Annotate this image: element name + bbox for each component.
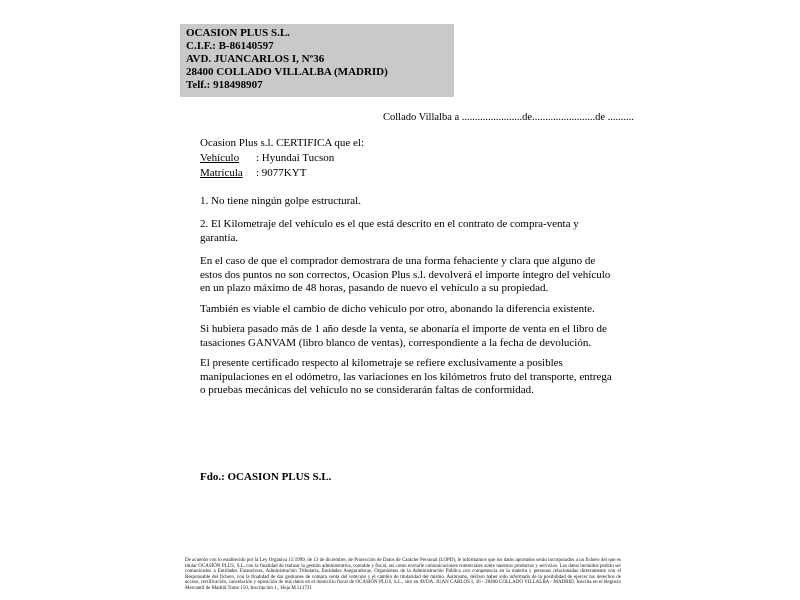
paragraph-refund: En el caso de que el comprador demostrara de una forma fehaciente y clara que alguno de estos dos puntos no son correctos, Ocasion Plus s.l. devolverá el importe íntegro del vehículo en un plazo máximo de 48 horas, pasando de nuevo el vehículo a su propiedad.	[200, 255, 611, 294]
legal-footer: De acuerdo con lo establecido por la Ley Orgánica 15/1999, de 13 de diciembre, de Protección de Datos de Carácter Personal (LOPD), le informamos que los datos aportados serán incorporados a un fichero del que es titular OCASIÓN PLUS, S.L. con la finalidad de realizar la gestión administrativa, contable y fiscal, así como enviarle comunicaciones comerciales sobre nuestros productos y servicios. Los datos incluidos podrán ser comunicados a Entidades Financieras, Administración Tributaria, Entidades Aseguradoras, Organismos de la Administración Pública con competencia en la materia y personas relacionadas directamente con el Responsable del fichero, con la finalidad de dar gestiones de compra venta del vehículo y el cambio de titularidad del mismo. Asimismo, declaro haber sido informado de la posibilidad de ejercer los derechos de acceso, rectificación, cancelación y oposición de mis datos en el domicilio fiscal de OCASIÓN PLUS, S.L., sito en AVDA. JUAN CARLOS I, 36 - 28400 COLLADO VILLALBA - MADRID. Inscrita en el Registro Mercantil de Madrid Tomo 150, Inscripción 1., Hoja M 511731	[185, 558, 621, 591]
company-address: AVD. JUANCARLOS I, Nº36	[186, 53, 325, 65]
signature-line: Fdo.: OCASION PLUS S.L.	[200, 471, 332, 483]
paragraph-odometer: El presente certificado respecto al kilometraje se refiere exclusivamente a posibles manipulaciones en el odómetro, las variaciones en los kilómetros fruto del transporte, entrega o pruebas mecánicas del vehículo no se considerarán faltas de conformidad.	[200, 357, 612, 396]
paragraph-ganvam: Si hubiera pasado más de 1 año desde la venta, se abonaría el importe de venta en el libro de tasaciones GANVAM (libro blanco de ventas), correspondiente a la fecha de devolución.	[200, 323, 607, 349]
plate-value: : 9077KYT	[256, 167, 307, 179]
paragraph-exchange: También es viable el cambio de dicho vehículo por otro, abonando la diferencia existente.	[200, 302, 595, 315]
company-name: OCASION PLUS S.L.	[186, 27, 290, 39]
vehicle-value: : Hyundai Tucson	[256, 152, 335, 164]
company-header-block	[180, 24, 454, 97]
plate-row	[200, 166, 364, 181]
company-phone: Telf.: 918498907	[186, 79, 263, 91]
certifica-intro: Ocasion Plus s.l. CERTIFICA que el:	[200, 137, 365, 149]
company-cif: C.I.F.: B-86140597	[186, 40, 274, 52]
item-1: 1. No tiene ningún golpe estructural.	[200, 195, 361, 207]
plate-label: Matrícula	[200, 167, 243, 179]
body-paragraphs	[200, 255, 612, 405]
vehicle-label: Vehículo	[200, 152, 240, 164]
company-city: 28400 COLLADO VILLALBA (MADRID)	[186, 66, 388, 78]
vehicle-row	[200, 151, 364, 166]
certification-intro-block	[200, 136, 364, 181]
numbered-items	[200, 194, 612, 254]
date-line: Collado Villalba a .......................de........................de ..........	[383, 112, 634, 123]
item-2: 2. El Kilometraje del vehículo es el que está descrito en el contrato de compra-venta y garantía.	[200, 218, 579, 244]
